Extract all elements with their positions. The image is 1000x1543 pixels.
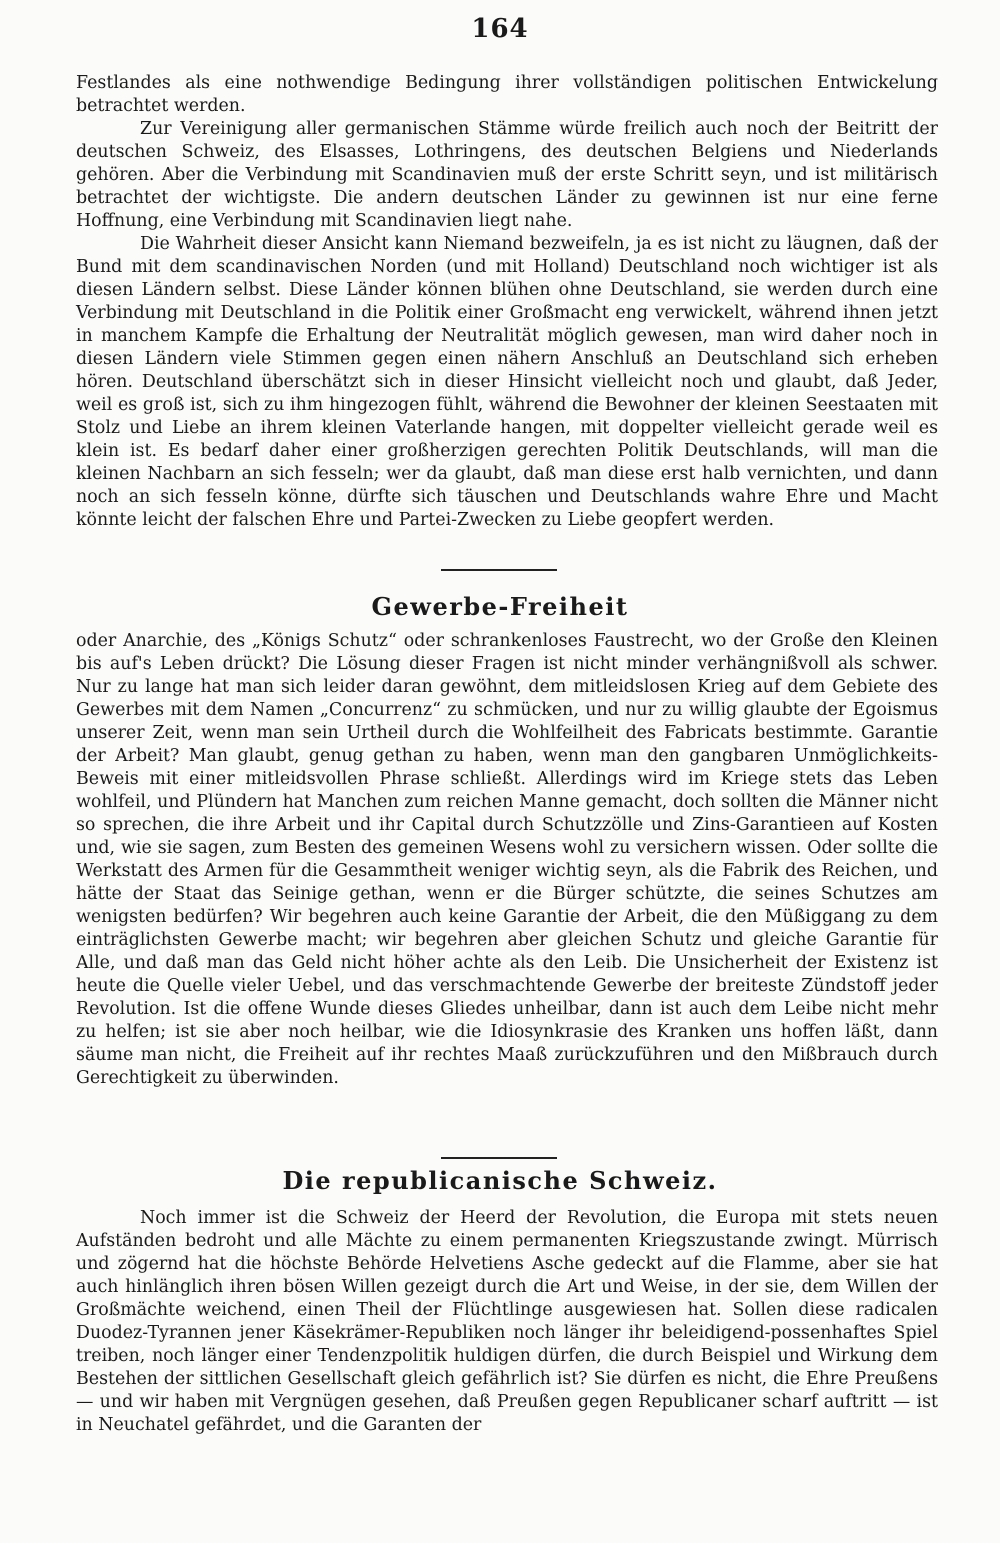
section-divider <box>441 569 557 571</box>
paragraph: oder Anarchie, des „Königs Schutz“ oder schrankenloses Faustrecht, wo der Große den Kleinen bis auf's Leben drückt? Die Lösung dieser Fragen ist nicht minder verhängnißvoll als schwer. Nur zu lange hat man sich leider daran gewöhnt, dem mitleidslosen Krieg auf dem Gebiete des Gewerbes mit dem Namen „Concurrenz“ zu schmücken, und nur zu willig glaubte der Egoismus unserer Zeit, wenn man sein Urtheil durch die Wohlfeilheit des Fabricats bestimmte. Garantie der Arbeit? Man glaubt, genug gethan zu haben, wenn man den gangbaren Unmöglichkeits-Beweis mit einer mitleidsvollen Phrase schließt. Allerdings wird im Kriege stets das Leben wohlfeil, und Plündern hat Manchen zum reichen Manne gemacht, doch sollten die Männer nicht so sprechen, die ihre Arbeit und ihr Capital durch Schutzzölle und Zins-Garantieen auf Kosten und, wie sie sagen, zum Besten des gemeinen Wesens wohl zu versichern wissen. Oder sollte die Werkstatt des Armen für die Gesammtheit weniger wichtig seyn, als die Fabrik des Reichen, und hätte der Staat das Seinige gethan, wenn er die Bürger schützte, die seines Schutzes am wenigsten bedürfen? Wir begehren auch keine Garantie der Arbeit, die den Müßiggang zu dem einträglichsten Gewerbe macht; wir begehren aber gleichen Schutz und gleiche Garantie für Alle, und daß man das Geld nicht höher achte als den Leib. Die Unsicherheit der Existenz ist heute die Quelle vieler Uebel, und das verschmachtende Gewerbe der breiteste Zündstoff jeder Revolution. Ist die offene Wunde dieses Gliedes unheilbar, dann ist auch dem Leibe nicht mehr zu helfen; ist sie aber noch heilbar, wie die Idiosynkrasie des Kranken uns hoffen läßt, dann säume man nicht, die Freiheit auf ihr rechtes Maaß zurückzuführen und den Mißbrauch durch Gerechtigkeit zu überwinden. <box>76 631 938 1088</box>
paragraph: Noch immer ist die Schweiz der Heerd der Revolution, die Europa mit stets neuen Aufständen bedroht und alle Mächte zu einem permanenten Kriegszustande zwingt. Mürrisch und zögernd hat die höchste Behörde Helvetiens Asche gedeckt auf die Flamme, aber sie hat auch hinlänglich ihren bösen Willen gezeigt durch die Art und Weise, in der sie, dem Willen der Großmächte weichend, einen Theil der Flüchtlinge ausgewiesen hat. Sollen diese radicalen Duodez-Tyrannen jener Käsekrämer-Republiken noch länger ihr beleidigend-possenhaftes Spiel treiben, noch länger einer Tendenzpolitik huldigen dürfen, die durch Beispiel und Wirkung dem Bestehen der sittlichen Gesellschaft gleich gefährlich ist? Sie dürfen es nicht, die Ehre Preußens — und wir haben mit Vergnügen gesehen, daß Preußen gegen Republicaner scharf auftritt — ist in Neuchatel gefährdet, und die Garanten der <box>76 1208 938 1435</box>
section-divider <box>441 1157 557 1159</box>
section-body <box>76 630 938 1090</box>
paragraph: Zur Vereinigung aller germanischen Stämme würde freilich auch noch der Beitritt der deutschen Schweiz, des Elsasses, Lothringens, des deutschen Belgiens und Niederlands gehören. Aber die Verbindung mit Scandinavien muß der erste Schritt seyn, und ist militärisch betrachtet der wichtigste. Die andern deutschen Länder zu gewinnen ist nur eine ferne Hoffnung, eine Verbindung mit Scandinavien liegt nahe. <box>76 119 938 231</box>
section-continuation <box>76 72 938 532</box>
section-body <box>76 1207 938 1437</box>
section-heading: Gewerbe-Freiheit <box>371 592 629 621</box>
page-number: 164 <box>471 14 529 44</box>
paragraph: Die Wahrheit dieser Ansicht kann Niemand bezweifeln, ja es ist nicht zu läugnen, daß der Bund mit dem scandinavischen Norden (und mit Holland) Deutschland noch wichtiger ist als diesen Ländern selbst. Diese Länder können blühen ohne Deutschland, sie werden durch eine Verbindung mit Deutschland in die Politik einer Großmacht eng verwickelt, während ihnen jetzt in manchem Kampfe die Erhaltung der Neutralität möglich gewesen, man wird daher noch in diesen Ländern viele Stimmen gegen einen nähern Anschluß an Deutschland sich erheben hören. Deutschland überschätzt sich in dieser Hinsicht vielleicht noch und glaubt, daß Jeder, weil es groß ist, sich zu ihm hingezogen fühlt, während die Bewohner der kleinen Seestaaten mit Stolz und Liebe an ihrem kleinen Vaterlande hangen, mit doppelter vielleicht gerade weil es klein ist. Es bedarf daher einer großherzigen gerechten Politik Deutschlands, will man die kleinen Nachbarn an sich fesseln; wer da glaubt, daß man diese erst halb vernichten, und dann noch an sich fesseln könne, dürfte sich täuschen und Deutschlands wahre Ehre und Macht könnte leicht der falschen Ehre und Partei-Zwecken zu Liebe geopfert werden. <box>76 234 938 530</box>
section-heading: Die republicanische Schweiz. <box>282 1166 718 1195</box>
paragraph: Festlandes als eine nothwendige Bedingung ihrer vollständigen politischen Entwickelung betrachtet werden. <box>76 73 938 116</box>
